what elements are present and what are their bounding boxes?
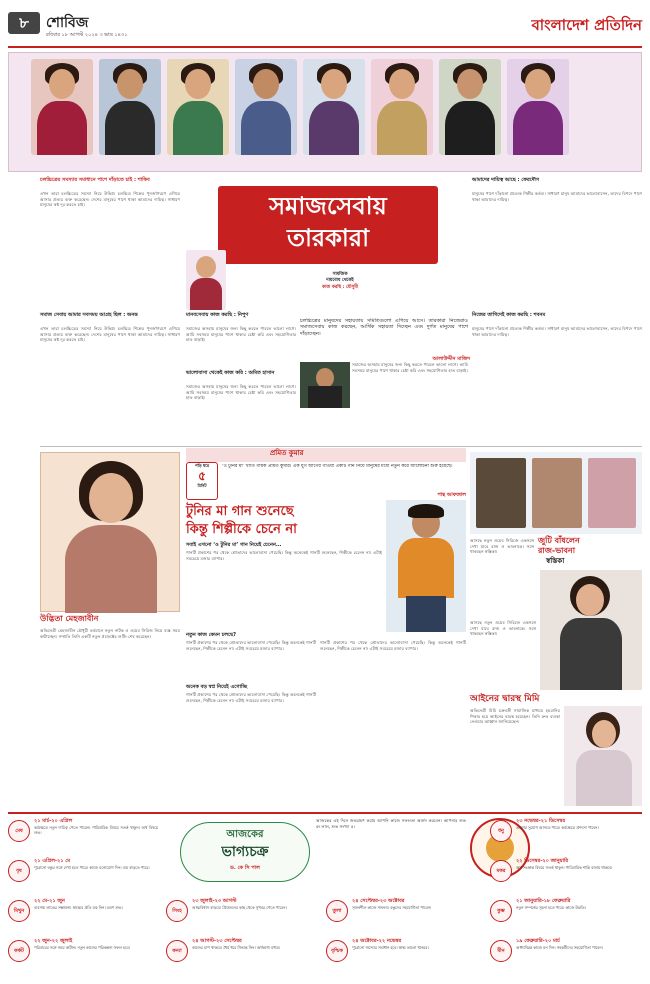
feature-intro: ‘ও টুনির মা’ খ্যাত গায়ক প্রমিত কুমার। এক যুগ আগের গাওয়া একটি গান নিয়ে মানুষের মধ্যে নতুন করে আলোচনা শুরু হয়েছে। <box>222 464 453 469</box>
lead-byline: আলাউদ্দীন মাজিদ <box>432 356 470 362</box>
horoscope-title-box <box>180 822 310 882</box>
banner-title-line2: তারকারা <box>286 224 370 252</box>
feature-q2: নতুন কাজ কেমন চলছে? <box>186 632 237 638</box>
zodiac-range: ২২ মে-২১ জুন <box>34 898 65 904</box>
right-body-text-2: মানুষের পাশে দাঁড়ানো প্রত্যেক শিল্পীর কর্তব্য। সাধারণ মানুষ আমাদের ভালোবাসেন, তাদের বিপদে পাশে থাকা আমাদের দায়িত্ব। <box>472 326 642 337</box>
zodiac-item <box>166 938 316 976</box>
divider <box>40 446 642 447</box>
celebrity-photo <box>99 59 161 155</box>
feature-text-4: গানটি প্রকাশের পর থেকে শ্রোতাদের ভালোবাসা পেয়েছি। কিন্তু অনেকেই গানটি শুনেছেন, শিল্পীকে চেনেন না। এটাই সবচেয়ে মজার ব্যাপার। <box>320 640 466 651</box>
celebrity-photo <box>167 59 229 155</box>
zodiac-name: কুম্ভ <box>490 900 512 922</box>
zodiac-item <box>8 938 158 976</box>
banner-credit-label: সামজিক <box>332 272 348 277</box>
zodiac-name: তুলা <box>326 900 348 922</box>
celebrity-photo <box>439 59 501 155</box>
celebrity-photo-band <box>8 52 642 172</box>
read-time-value: ৫ <box>198 469 206 484</box>
right-feature-title1: জুটি বাঁধলেন <box>538 536 580 545</box>
zodiac-name: বৃশ্চিক <box>326 940 348 962</box>
celebrity-photo <box>31 59 93 155</box>
horoscope-intro: আজকের এই দিনে জন্মগ্রহণ করায় আপনি কাজে সফলতা অর্জন করবেন। আপনার শুভ রং লাল, শুভ সংখ্যা ৫। <box>316 818 466 829</box>
mehazabien-text: অভিনেত্রী মেহজাবীন চৌধুরী বর্তমানে নতুন নাটক ও ওয়েব সিরিজ নিয়ে ব্যস্ত সময় কাটাচ্ছেন। সম্প্রতি তিনি একটি নতুন প্রজেক্টের শুটিং শেষ করেছেন। <box>40 628 180 639</box>
right-heading: আমাদের দায়িত্ব আছে : ফেরদৌস <box>472 177 540 183</box>
right-feature-title3: স্বস্তিকা <box>546 557 565 565</box>
left-heading: চলচ্চিত্রের সমস্যার সমাধানে পাশে দাঁড়াতে চাই : শাকিব <box>40 177 150 183</box>
mimi-text: অভিনেত্রী মিমি চক্রবর্তী সামাজিক মাধ্যমে হয়রানির শিকার হয়ে আইনের দ্বারস্থ হয়েছেন। তিনি দ্রুত ব্যবস্থা নেওয়ার আহ্বান জানিয়েছেন। <box>470 708 560 725</box>
zodiac-range: ১৯ ফেব্রুয়ারি-২০ মার্চ <box>516 938 560 944</box>
mid-body-text-2: সমাজের অসহায় মানুষের জন্য কিছু করতে পারলে ভালো লাগে। আমি সবসময় মানুষের পাশে থাকার চেষ্টা করি এবং সহযোগিতার হাত বাড়াই। <box>186 384 296 401</box>
zodiac-item <box>326 898 476 936</box>
dateline: রবিবার ১৮ আগস্ট ২০২৪ ৩ ভাদ্র ১৪৩১ <box>46 32 128 38</box>
page-number: ৮ <box>8 12 40 34</box>
raj-bhabna-photos <box>470 452 642 534</box>
zodiac-range: ২৪ অক্টোবর-২২ নভেম্বর <box>352 938 402 944</box>
zodiac-item <box>490 858 640 896</box>
celebrity-photo <box>303 59 365 155</box>
zodiac-text: ভ্রমণের সুযোগ আসতে পারে। কর্মক্ষেত্রে প্রশংসা পাবেন। <box>516 825 599 830</box>
zodiac-range: ২১ মার্চ-২০ এপ্রিল <box>34 818 73 824</box>
zodiac-name: মকর <box>490 860 512 882</box>
read-time-badge <box>186 462 218 500</box>
zodiac-text: পুরোনো বন্ধুর সঙ্গে দেখা হতে পারে। কাজে মনোযোগ দিন। ব্যয় বাড়তে পারে। <box>34 865 150 870</box>
section-title: শোবিজ <box>46 15 89 31</box>
feature-text-2: গানটি প্রকাশের পর থেকে শ্রোতাদের ভালোবাসা পেয়েছি। কিন্তু অনেকেই গানটি শুনেছেন, শিল্পীকে চেনেন না। এটাই সবচেয়ে মজার ব্যাপার। <box>186 640 316 651</box>
promit-photo <box>386 500 466 632</box>
zodiac-name: কর্কট <box>8 940 30 962</box>
zodiac-text: কর্মক্ষেত্রে নতুন দায়িত্ব পেতে পারেন। পারিবারিক বিষয়ে সতর্ক থাকুন। অর্থ বিষয়ে শুভ। <box>34 825 158 835</box>
zodiac-name: বৃষ <box>8 860 30 882</box>
zodiac-text: পুরোনো সমস্যার সমাধান হবে। স্বাস্থ্য ভালো থাকবে। <box>352 945 429 950</box>
newspaper-logo: বাংলাদেশ প্রতিদিন <box>531 16 642 34</box>
mehazabien-photo <box>40 452 180 612</box>
zodiac-text: পরিবারের সঙ্গে সময় কাটান। নতুন কাজের পরিকল্পনা সফল হবে। <box>34 945 131 950</box>
banner-credit <box>300 272 380 291</box>
celebrity-photo <box>507 59 569 155</box>
mimi-photo <box>564 706 642 806</box>
zodiac-name: মীন <box>490 940 512 962</box>
right-heading-2: নিজের তাগিদেই কাজ করছি : শবনম <box>472 312 546 318</box>
zodiac-item <box>490 938 640 976</box>
zodiac-range: ২৪ সেপ্টেম্বর-২৩ অক্টোবর <box>352 898 405 904</box>
photo-singer <box>300 362 350 408</box>
zodiac-name: মেষ <box>8 820 30 842</box>
zodiac-text: আত্মবিশ্বাস বাড়বে। প্রিয়জনের কাছ থেকে সুখবর পেতে পারেন। <box>192 905 287 910</box>
right-feature-text-2: আসছে নতুন ওয়েব সিরিজে একসঙ্গে দেখা যাবে রাজ ও ভাবনাকে। সঙ্গে থাকছেন স্বস্তিকা। <box>470 620 536 637</box>
right-feature-title2: রাজ-ভাবনা <box>538 546 576 555</box>
mid-portrait <box>186 250 226 310</box>
zodiac-text: নতুন সম্পর্কের সূচনা হতে পারে। কাজে উন্নতি। <box>516 905 586 910</box>
mimi-heading: আইনের দ্বারস্থ মিমি <box>470 694 540 704</box>
banner-credit-line3: কাজ করছি : মৌসুমী <box>321 284 359 290</box>
zodiac-range: ২১ এপ্রিল-২১ মে <box>34 858 71 864</box>
zodiac-item <box>166 898 316 936</box>
feature-q3: অনেক বড় স্বপ্ন নিয়েই এগোচ্ছি <box>186 684 248 690</box>
feature-title-line2: কিন্তু শিল্পীকে চেনে না <box>186 522 297 537</box>
zodiac-range: ২৩ জুলাই-২৩ আগস্ট <box>192 898 237 904</box>
zodiac-item <box>8 898 158 936</box>
horoscope-title2: ভাগ্যচক্র <box>221 844 269 860</box>
right-feature-text: আসছে নতুন ওয়েব সিরিজে একসঙ্গে দেখা যাবে রাজ ও ভাবনাকে। সঙ্গে থাকছেন স্বস্তিকা। <box>470 538 534 555</box>
zodiac-range: ২২ ডিসেম্বর-২০ জানুয়ারি <box>516 858 569 864</box>
left-heading-2: সমাজ সেবায় আমার সবসময় আগ্রহ ছিল : অনন্ত <box>40 312 138 318</box>
left-body-text-2: এখন তারা চলচ্চিত্রের সমস্যা নিয়ে উদ্বিগ্ন। চলচ্চিত্র শিল্পের পুনর্জাগরণে এগিয়ে আসার প্রত্যয় ব্যক্ত করেছেন। দেশের মানুষের পাশে থাকা আমাদের দায়িত্ব। সাধারণ মানুষের কষ্ট দূর করতে চাই। <box>40 326 180 343</box>
zodiac-range: ২৩ নভেম্বর-২১ ডিসেম্বর <box>516 818 566 824</box>
page-header <box>8 6 642 48</box>
mid-body-text: সমাজের অসহায় মানুষের জন্য কিছু করতে পারলে ভালো লাগে। আমি সবসময় মানুষের পাশে থাকার চেষ্টা করি এবং সহযোগিতার হাত বাড়াই। <box>186 326 296 343</box>
zodiac-item <box>8 818 158 856</box>
right-body-text: মানুষের পাশে দাঁড়ানো প্রত্যেক শিল্পীর কর্তব্য। সাধারণ মানুষ আমাদের ভালোবাসেন, তাদের বিপদে পাশে থাকা আমাদের দায়িত্ব। <box>472 191 642 202</box>
horoscope-author: ড. কে সি পাল <box>230 865 260 871</box>
zodiac-text: অর্থ সংক্রান্ত বিষয়ে সতর্ক থাকুন। পারিবারিক শান্তি বজায় থাকবে। <box>516 865 613 870</box>
lead-text: চলচ্চিত্রের মানুষদের সহায়তায় সমিতিগুলো এগিয়ে আসে। তারকারা নিজেরাও সমাজসেবায় কাজ করছেন, আর্থিক সহায়তা দিচ্ছেন এবং দুর্গত মানুষের পাশে দাঁড়াচ্ছেন। <box>300 318 468 337</box>
zodiac-range: ২১ জানুয়ারি-১৮ ফেব্রুয়ারি <box>516 898 571 904</box>
feature-q1: সবাই এখনো ‘ও টুনির মা’ গান নিয়েই চেনেন... <box>186 542 282 548</box>
mid-heading-2: ভালোবাসা থেকেই কাজ করি : অমিত হাসান <box>186 370 275 376</box>
mid-right-text: সমাজের অসহায় মানুষের জন্য কিছু করতে পারলে ভালো লাগে। আমি সবসময় মানুষের পাশে থাকার চেষ্টা করি এবং সহযোগিতার হাত বাড়াই। <box>352 362 468 373</box>
feature-text-1: গানটি প্রকাশের পর থেকে শ্রোতাদের ভালোবাসা পেয়েছি। কিন্তু অনেকেই গানটি শুনেছেন, শিল্পীকে চেনেন না। এটাই সবচেয়ে মজার ব্যাপার। <box>186 550 382 561</box>
feature-title-line1: টুনির মা গান শুনেছে <box>186 504 294 519</box>
zodiac-item <box>326 938 476 976</box>
horoscope-title1: আজকের <box>226 829 264 840</box>
zodiac-range: ২৪ আগস্ট-২৩ সেপ্টেম্বর <box>192 938 242 944</box>
zodiac-text: ব্যবসায় লাভের সম্ভাবনা। স্বাস্থ্যের প্রতি যত্ন নিন। ভ্রমণ শুভ। <box>34 905 123 910</box>
mid-heading: মানবসেবায় কাজ করছি : নিপুণ <box>186 312 249 318</box>
feature-text-3: গানটি প্রকাশের পর থেকে শ্রোতাদের ভালোবাসা পেয়েছি। কিন্তু অনেকেই গানটি শুনেছেন, শিল্পীকে চেনেন না। এটাই সবচেয়ে মজার ব্যাপার। <box>186 692 316 703</box>
zodiac-item <box>8 858 158 896</box>
zodiac-item <box>490 818 640 856</box>
celebrity-photo <box>371 59 433 155</box>
zodiac-item <box>490 898 640 936</box>
zodiac-text: আধ্যাত্মিক কাজে মন দিন। সহকর্মীদের সহযোগিতা পাবেন। <box>516 945 603 950</box>
zodiac-name: কন্যা <box>166 940 188 962</box>
swastika-photo <box>540 570 642 690</box>
banner-title-line1: সমাজসেবায় <box>269 192 387 220</box>
feature-kicker-bar <box>186 448 466 462</box>
zodiac-name: মিথুন <box>8 900 30 922</box>
left-body-text: এখন তারা চলচ্চিত্রের সমস্যা নিয়ে উদ্বিগ্ন। চলচ্চিত্র শিল্পের পুনর্জাগরণে এগিয়ে আসার প্রত্যয় ব্যক্ত করেছেন। দেশের মানুষের পাশে থাকা আমাদের দায়িত্ব। সাধারণ মানুষের কষ্ট দূর করতে চাই। <box>40 191 180 208</box>
feature-byline: পান্থ আফজাল <box>437 492 466 498</box>
mehazabien-name: উদ্ভিতা মেহজাবীন <box>40 614 99 623</box>
feature-kicker: প্রমিত কুমার <box>270 449 304 457</box>
zodiac-text: সৃজনশীল কাজে সাফল্য। বন্ধুদের সহযোগিতা পাবেন। <box>352 905 432 910</box>
zodiac-text: কাজের চাপ থাকবে। ধৈর্য ধরে সিদ্ধান্ত নিন। অর্থভাগ্য মধ্যম। <box>192 945 281 950</box>
banner-credit-line2: দায়বোধ থেকেই <box>326 278 354 284</box>
zodiac-range: ২২ জুন-২২ জুলাই <box>34 938 73 944</box>
zodiac-name: সিংহ <box>166 900 188 922</box>
read-time-unit: মিনিট <box>197 483 207 489</box>
celebrity-photo <box>235 59 297 155</box>
read-time-label: পড়ি ধরে <box>194 463 210 468</box>
zodiac-name: ধনু <box>490 820 512 842</box>
